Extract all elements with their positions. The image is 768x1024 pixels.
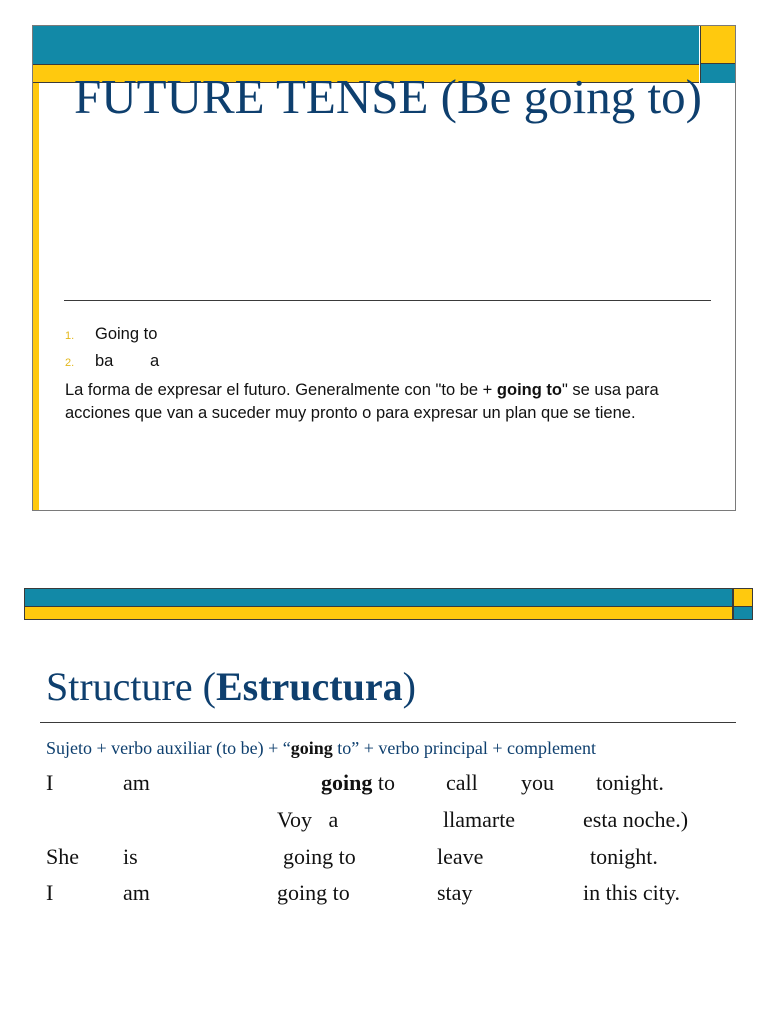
example-4-complement: in this city. — [583, 880, 680, 905]
formula-end: to” + verbo principal + complement — [332, 738, 596, 758]
paragraph-text-end: " se usa para acciones que van a suceder muy pronto o para expresar un plan que se tiene. — [65, 381, 659, 422]
example-3-going: going to — [283, 844, 356, 869]
slide-2-title — [46, 660, 416, 714]
example-3-complement: tonight. — [590, 844, 658, 869]
list-item-text: Going to — [95, 325, 158, 343]
example-1-aux: am — [123, 770, 150, 795]
slide-2-header-teal-bar — [24, 588, 733, 607]
structure-formula — [46, 736, 596, 760]
title-suffix: ) — [402, 664, 416, 709]
formula-bold-going: going — [290, 738, 333, 758]
list-item — [65, 324, 705, 351]
example-2-complement: esta noche.) — [583, 807, 689, 832]
definition-paragraph — [65, 379, 705, 425]
formula-start: Sujeto + verbo auxiliar (to be) + “ — [46, 738, 291, 758]
slide-1-title: FUTURE TENSE (Be going to) — [74, 69, 702, 124]
title-divider — [64, 300, 711, 301]
header-teal-bar — [33, 26, 699, 64]
example-1-going-rest: to — [372, 770, 395, 795]
list-number: 2. — [65, 357, 75, 369]
example-2-going: Voy a — [277, 807, 339, 832]
title-bold: Estructura — [215, 664, 403, 709]
left-accent-bar — [33, 83, 39, 511]
paragraph-bold-going-to: going to — [496, 381, 562, 399]
list-item-text: ba a — [95, 352, 160, 370]
title-prefix: Structure ( — [46, 664, 216, 709]
example-4-verb: stay — [437, 880, 473, 905]
example-1-going-bold: going — [321, 770, 373, 795]
example-4-going: going to — [277, 880, 350, 905]
example-1-verb: call — [446, 770, 478, 795]
slide-2-corner-teal-square — [733, 606, 753, 620]
slide-2-header-yellow-bar — [24, 606, 733, 620]
example-1-complement: tonight. — [596, 770, 664, 795]
example-2-verb: llamarte — [443, 807, 516, 832]
corner-yellow-square — [700, 26, 736, 64]
list-item — [65, 351, 705, 378]
list-number: 1. — [65, 330, 75, 342]
example-3-subject: She — [46, 844, 79, 869]
numbered-list — [65, 324, 705, 378]
paragraph-text-start: La forma de expresar el futuro. Generalmente con "to be + — [65, 381, 497, 399]
slide-2-divider — [40, 722, 736, 723]
example-1-object: you — [521, 770, 554, 795]
example-3-aux: is — [123, 844, 138, 869]
slide-1 — [32, 25, 736, 511]
example-3-verb: leave — [437, 844, 484, 869]
corner-teal-square — [700, 64, 736, 83]
example-1-subject: I — [46, 770, 54, 795]
slide-2-corner-yellow-square — [733, 588, 753, 607]
example-4-aux: am — [123, 880, 150, 905]
example-4-subject: I — [46, 880, 54, 905]
example-1-going — [321, 769, 395, 797]
